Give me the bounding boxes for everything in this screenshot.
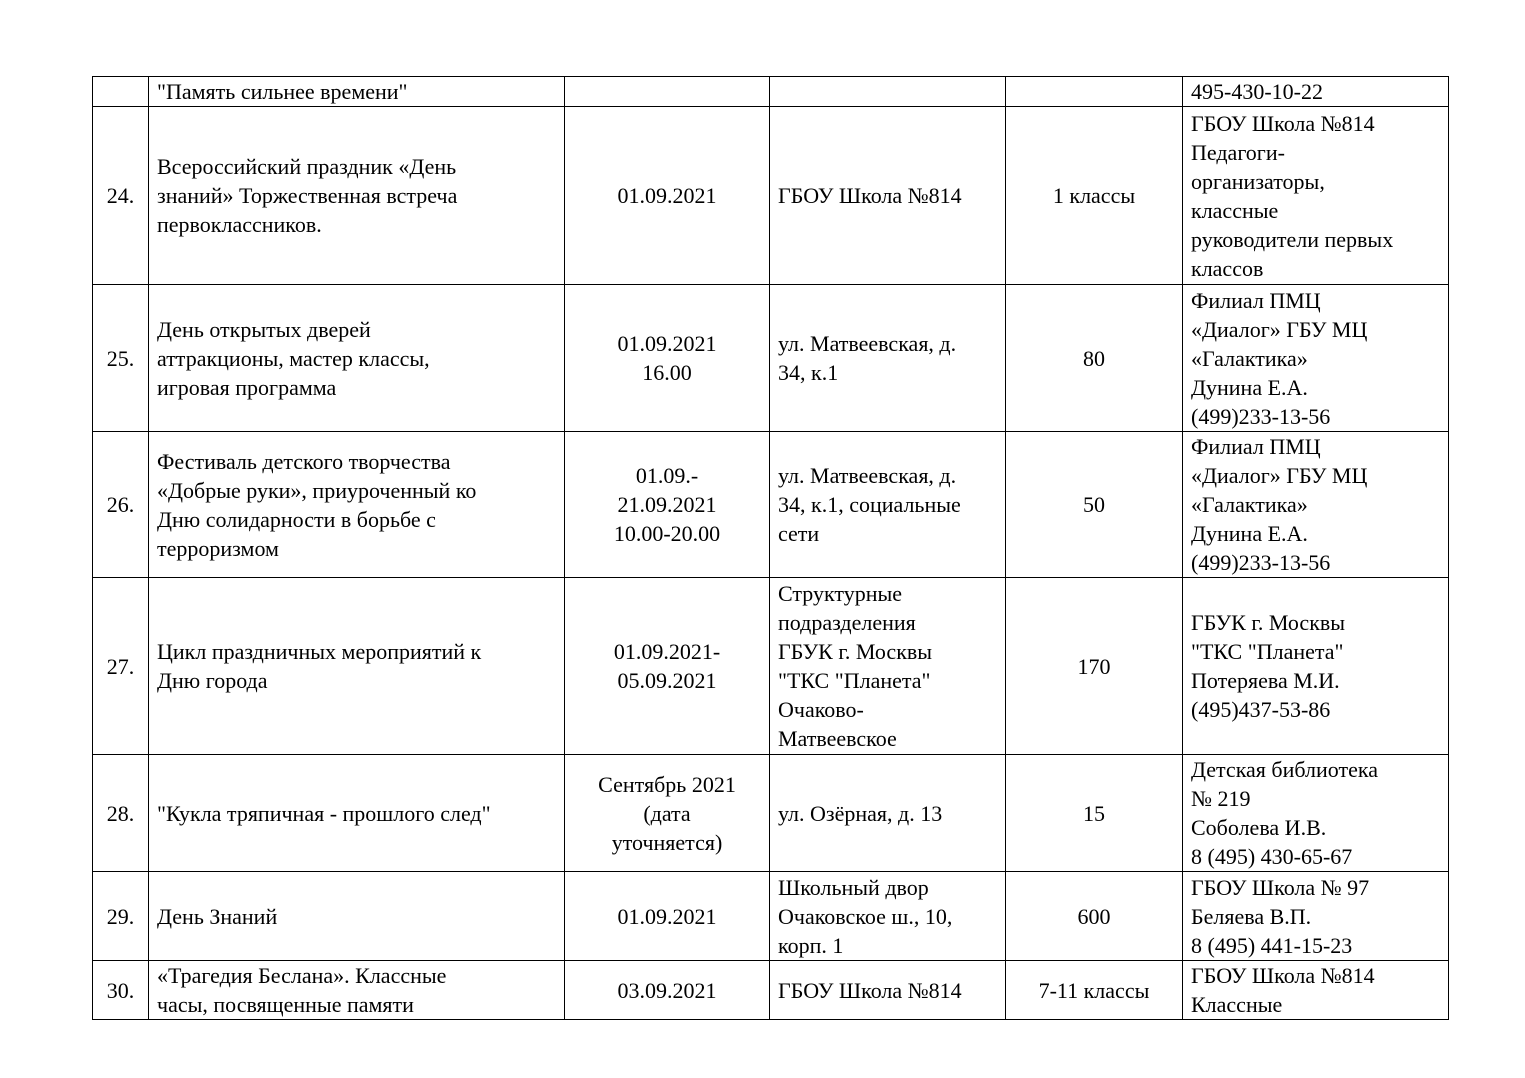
row-number-cell: 24. [93, 107, 149, 285]
organizer-cell-line: (495)437-53-86 [1191, 697, 1331, 722]
organizer-cell [1183, 578, 1449, 755]
row-number-cell: 26. [93, 432, 149, 578]
organizer-cell-line: Соболева И.В. [1191, 815, 1327, 840]
organizer-cell-line: Классные [1191, 992, 1283, 1017]
organizer-cell-line: (499)233-13-56 [1191, 550, 1331, 575]
event-name-cell-line: День Знаний [157, 903, 278, 929]
event-name-cell-line: "Память сильнее времени" [157, 79, 408, 104]
event-date-cell-line: уточняется) [611, 829, 723, 855]
organizer-cell [1183, 755, 1449, 872]
row-number-cell: 29. [93, 872, 149, 961]
event-date-cell-line: 16.00 [642, 360, 692, 385]
organizer-cell-line: «Диалог» ГБУ МЦ [1191, 463, 1368, 488]
table-row [93, 755, 1449, 872]
event-place-cell-line: ГБУК г. Москвы [778, 639, 933, 664]
event-place-cell-line: подразделения [778, 610, 916, 635]
organizer-cell [1183, 432, 1449, 578]
event-place-cell [770, 107, 1006, 285]
event-name-cell [149, 107, 565, 285]
organizer-cell-line: «Диалог» ГБУ МЦ [1191, 316, 1368, 342]
event-date-cell-line: 21.09.2021 [617, 492, 717, 517]
event-name-cell [149, 285, 565, 432]
event-name-cell [149, 77, 565, 107]
event-place-cell-line: ул. Озёрная, д. 13 [778, 800, 943, 826]
event-name-cell [149, 872, 565, 961]
event-place-cell [770, 285, 1006, 432]
event-date-cell [565, 961, 770, 1020]
event-place-cell [770, 872, 1006, 961]
event-name-cell-line: аттракционы, мастер классы, [157, 345, 430, 371]
event-name-cell-line: знаний» Торжественная встреча [157, 183, 458, 208]
organizer-cell-line: Дунина Е.А. [1191, 521, 1308, 546]
event-place-cell [770, 578, 1006, 755]
event-place-cell [770, 77, 1006, 107]
event-date-cell-line: 01.09.2021- [613, 639, 721, 664]
event-place-cell-line: Структурные [778, 581, 903, 606]
participants-cell: 600 [1006, 872, 1183, 961]
participants-cell: 15 [1006, 755, 1183, 872]
organizer-cell [1183, 107, 1449, 285]
event-date-cell-line: 01.09.- [635, 463, 699, 488]
participants-cell [1006, 77, 1183, 107]
event-place-cell-line: Очаково- [778, 697, 864, 722]
organizer-cell-line: Педагоги- [1191, 139, 1285, 165]
event-name-cell-line: "Кукла тряпичная - прошлого след" [157, 800, 491, 826]
organizer-cell-line: ГБУК г. Москвы [1191, 610, 1346, 635]
event-place-cell-line: ул. Матвеевская, д. [778, 331, 957, 356]
organizer-cell-line: руководители первых [1191, 226, 1394, 252]
row-number-cell [93, 77, 149, 107]
table-row [93, 961, 1449, 1020]
event-name-cell-line: терроризмом [157, 535, 279, 561]
event-date-cell-line: 01.09.2021 [617, 183, 717, 208]
participants-cell: 50 [1006, 432, 1183, 578]
event-place-cell-line: ГБОУ Школа №814 [778, 183, 962, 208]
event-name-cell-line: Цикл праздничных мероприятий к [157, 639, 482, 664]
event-date-cell-line: 03.09.2021 [617, 977, 717, 1003]
event-name-cell-line: Всероссийский праздник «День [157, 154, 457, 179]
row-number-cell: 25. [93, 285, 149, 432]
event-place-cell-line: Очаковское ш., 10, [778, 903, 953, 929]
event-place-cell-line: сети [778, 521, 820, 546]
organizer-cell [1183, 77, 1449, 107]
organizer-cell [1183, 872, 1449, 961]
event-date-cell-line: 10.00-20.00 [613, 521, 721, 546]
organizer-cell-line: ГБОУ Школа №814 [1191, 110, 1375, 136]
event-place-cell-line: Школьный двор [778, 874, 929, 900]
event-place-cell-line: ул. Матвеевская, д. [778, 463, 957, 488]
organizer-cell-line: классные [1191, 197, 1279, 223]
table-row [93, 432, 1449, 578]
event-name-cell-line: «Трагедия Беслана». Классные [157, 963, 447, 988]
participants-cell: 170 [1006, 578, 1183, 755]
event-name-cell [149, 961, 565, 1020]
event-name-cell-line: игровая программа [157, 374, 337, 400]
organizer-cell-line: 495-430-10-22 [1191, 79, 1323, 104]
events-table-body [93, 77, 1449, 1020]
event-name-cell-line: часы, посвященные памяти [157, 992, 414, 1017]
organizer-cell-line: ГБОУ Школа № 97 [1191, 874, 1370, 900]
event-name-cell-line: Фестиваль детского творчества [157, 448, 451, 474]
organizer-cell-line: «Галактика» [1191, 492, 1308, 517]
event-place-cell [770, 961, 1006, 1020]
event-date-cell [565, 578, 770, 755]
event-name-cell-line: первоклассников. [157, 212, 322, 237]
organizer-cell-line: ГБОУ Школа №814 [1191, 963, 1375, 988]
event-name-cell-line: «Добрые руки», приуроченный ко [157, 477, 477, 503]
event-place-cell-line: "ТКС "Планета" [778, 668, 931, 693]
participants-cell: 1 классы [1006, 107, 1183, 285]
event-date-cell [565, 755, 770, 872]
event-name-cell [149, 755, 565, 872]
organizer-cell-line: Филиал ПМЦ [1191, 287, 1321, 313]
table-row [93, 285, 1449, 432]
event-place-cell-line: ГБОУ Школа №814 [778, 977, 962, 1003]
organizer-cell-line: Филиал ПМЦ [1191, 434, 1321, 459]
organizer-cell-line: (499)233-13-56 [1191, 403, 1331, 429]
table-row [93, 578, 1449, 755]
event-date-cell-line: 01.09.2021 [617, 903, 717, 929]
event-date-cell [565, 285, 770, 432]
event-place-cell [770, 755, 1006, 872]
event-place-cell [770, 432, 1006, 578]
event-date-cell-line: Сентябрь 2021 [598, 771, 736, 797]
organizer-cell-line: 8 (495) 430-65-67 [1191, 844, 1353, 869]
organizer-cell-line: Детская библиотека [1191, 757, 1378, 782]
table-row [93, 77, 1449, 107]
organizer-cell-line: Беляева В.П. [1191, 903, 1312, 929]
participants-cell: 7-11 классы [1006, 961, 1183, 1020]
table-row [93, 872, 1449, 961]
event-date-cell [565, 872, 770, 961]
organizer-cell-line: «Галактика» [1191, 345, 1308, 371]
event-place-cell-line: 34, к.1, социальные [778, 492, 961, 517]
participants-cell: 80 [1006, 285, 1183, 432]
event-date-cell-line: 05.09.2021 [617, 668, 717, 693]
organizer-cell-line: "ТКС "Планета" [1191, 639, 1344, 664]
organizer-cell-line: Потеряева М.И. [1191, 668, 1340, 693]
event-name-cell-line: Дню солидарности в борьбе с [157, 506, 436, 532]
organizer-cell-line: 8 (495) 441-15-23 [1191, 932, 1353, 958]
event-place-cell-line: Матвеевское [778, 726, 897, 751]
row-number-cell: 27. [93, 578, 149, 755]
organizer-cell [1183, 285, 1449, 432]
event-name-cell-line: Дню города [157, 668, 268, 693]
event-name-cell [149, 578, 565, 755]
event-place-cell-line: корп. 1 [778, 932, 844, 958]
event-date-cell [565, 77, 770, 107]
organizer-cell [1183, 961, 1449, 1020]
row-number-cell: 28. [93, 755, 149, 872]
events-table [92, 76, 1449, 1020]
organizer-cell-line: организаторы, [1191, 168, 1325, 194]
organizer-cell-line: Дунина Е.А. [1191, 374, 1308, 400]
event-date-cell [565, 432, 770, 578]
organizer-cell-line: классов [1191, 255, 1264, 281]
row-number-cell: 30. [93, 961, 149, 1020]
event-date-cell-line: 01.09.2021 [617, 331, 717, 356]
organizer-cell-line: № 219 [1191, 786, 1251, 811]
table-row [93, 107, 1449, 285]
event-date-cell [565, 107, 770, 285]
event-date-cell-line: (дата [643, 800, 691, 826]
event-name-cell [149, 432, 565, 578]
event-name-cell-line: День открытых дверей [157, 316, 371, 342]
event-place-cell-line: 34, к.1 [778, 360, 839, 385]
